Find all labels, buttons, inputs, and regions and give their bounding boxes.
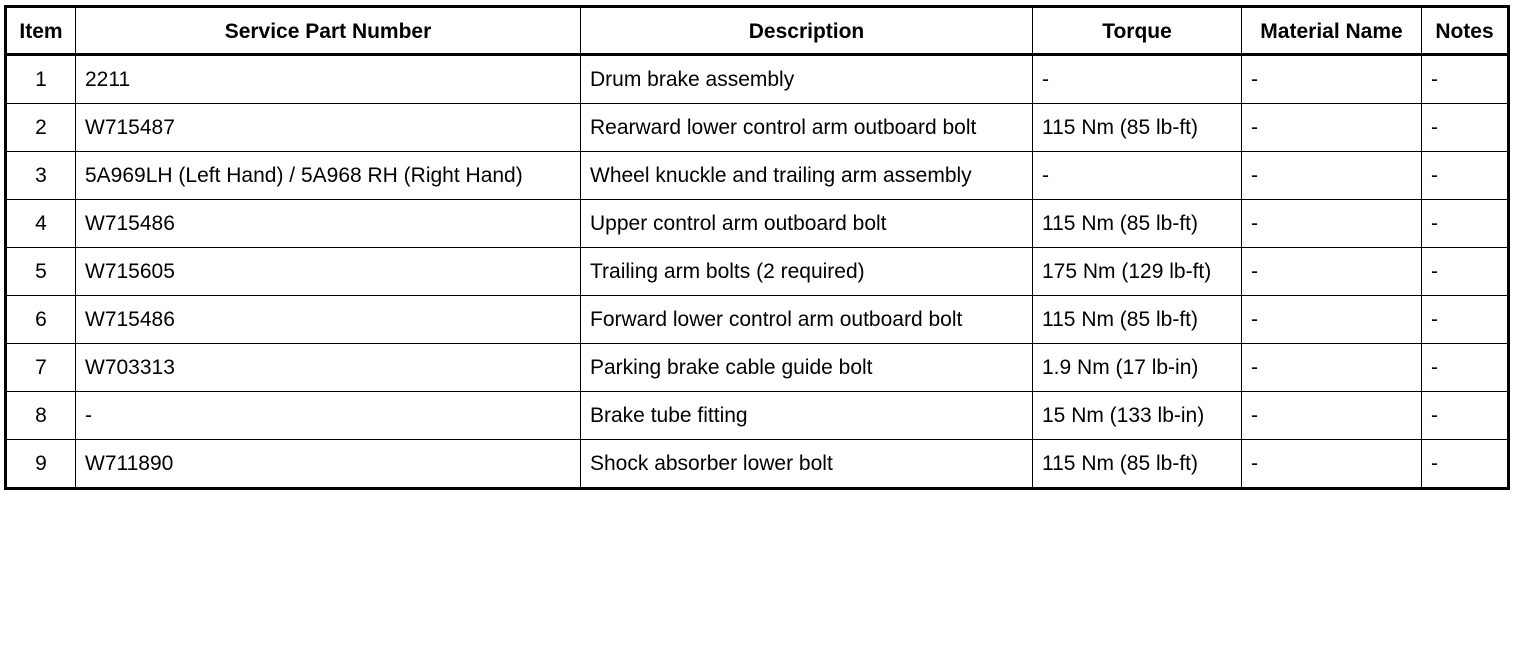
part-number-cell: W715486 [76,296,581,344]
material-cell: - [1242,200,1422,248]
torque-cell: 175 Nm (129 lb-ft) [1033,248,1242,296]
material-cell: - [1242,440,1422,489]
notes-cell: - [1422,55,1509,104]
material-cell: - [1242,152,1422,200]
table-row [6,55,1509,104]
material-cell: - [1242,344,1422,392]
torque-cell: 15 Nm (133 lb-in) [1033,392,1242,440]
part-number-cell: W715605 [76,248,581,296]
table-row [6,248,1509,296]
item-cell: 3 [6,152,76,200]
parts-table [4,5,1510,490]
header-description: Description [581,7,1033,55]
table-row [6,104,1509,152]
description-cell: Parking brake cable guide bolt [581,344,1033,392]
material-cell: - [1242,248,1422,296]
description-cell: Drum brake assembly [581,55,1033,104]
torque-cell: - [1033,152,1242,200]
torque-cell: - [1033,55,1242,104]
notes-cell: - [1422,104,1509,152]
torque-cell: 115 Nm (85 lb-ft) [1033,200,1242,248]
item-cell: 9 [6,440,76,489]
table-row [6,200,1509,248]
header-material-name: Material Name [1242,7,1422,55]
material-cell: - [1242,104,1422,152]
item-cell: 8 [6,392,76,440]
part-number-cell: W715487 [76,104,581,152]
part-number-cell: 2211 [76,55,581,104]
torque-cell: 115 Nm (85 lb-ft) [1033,440,1242,489]
table-row [6,440,1509,489]
notes-cell: - [1422,200,1509,248]
material-cell: - [1242,392,1422,440]
item-cell: 7 [6,344,76,392]
table-row [6,296,1509,344]
notes-cell: - [1422,248,1509,296]
header-item: Item [6,7,76,55]
part-number-cell: W715486 [76,200,581,248]
item-cell: 5 [6,248,76,296]
part-number-cell: W711890 [76,440,581,489]
description-cell: Wheel knuckle and trailing arm assembly [581,152,1033,200]
item-cell: 6 [6,296,76,344]
description-cell: Upper control arm outboard bolt [581,200,1033,248]
notes-cell: - [1422,296,1509,344]
material-cell: - [1242,296,1422,344]
description-cell: Brake tube fitting [581,392,1033,440]
torque-cell: 115 Nm (85 lb-ft) [1033,296,1242,344]
notes-cell: - [1422,440,1509,489]
header-torque: Torque [1033,7,1242,55]
part-number-cell: - [76,392,581,440]
description-cell: Shock absorber lower bolt [581,440,1033,489]
header-service-part-number: Service Part Number [76,7,581,55]
item-cell: 1 [6,55,76,104]
table-row [6,392,1509,440]
part-number-cell: W703313 [76,344,581,392]
description-cell: Forward lower control arm outboard bolt [581,296,1033,344]
description-cell: Rearward lower control arm outboard bolt [581,104,1033,152]
header-notes: Notes [1422,7,1509,55]
part-number-cell: 5A969LH (Left Hand) / 5A968 RH (Right Hand) [76,152,581,200]
notes-cell: - [1422,392,1509,440]
torque-cell: 115 Nm (85 lb-ft) [1033,104,1242,152]
torque-cell: 1.9 Nm (17 lb-in) [1033,344,1242,392]
item-cell: 4 [6,200,76,248]
header-row [6,7,1509,55]
notes-cell: - [1422,152,1509,200]
description-cell: Trailing arm bolts (2 required) [581,248,1033,296]
notes-cell: - [1422,344,1509,392]
table-row [6,152,1509,200]
item-cell: 2 [6,104,76,152]
table-row [6,344,1509,392]
material-cell: - [1242,55,1422,104]
